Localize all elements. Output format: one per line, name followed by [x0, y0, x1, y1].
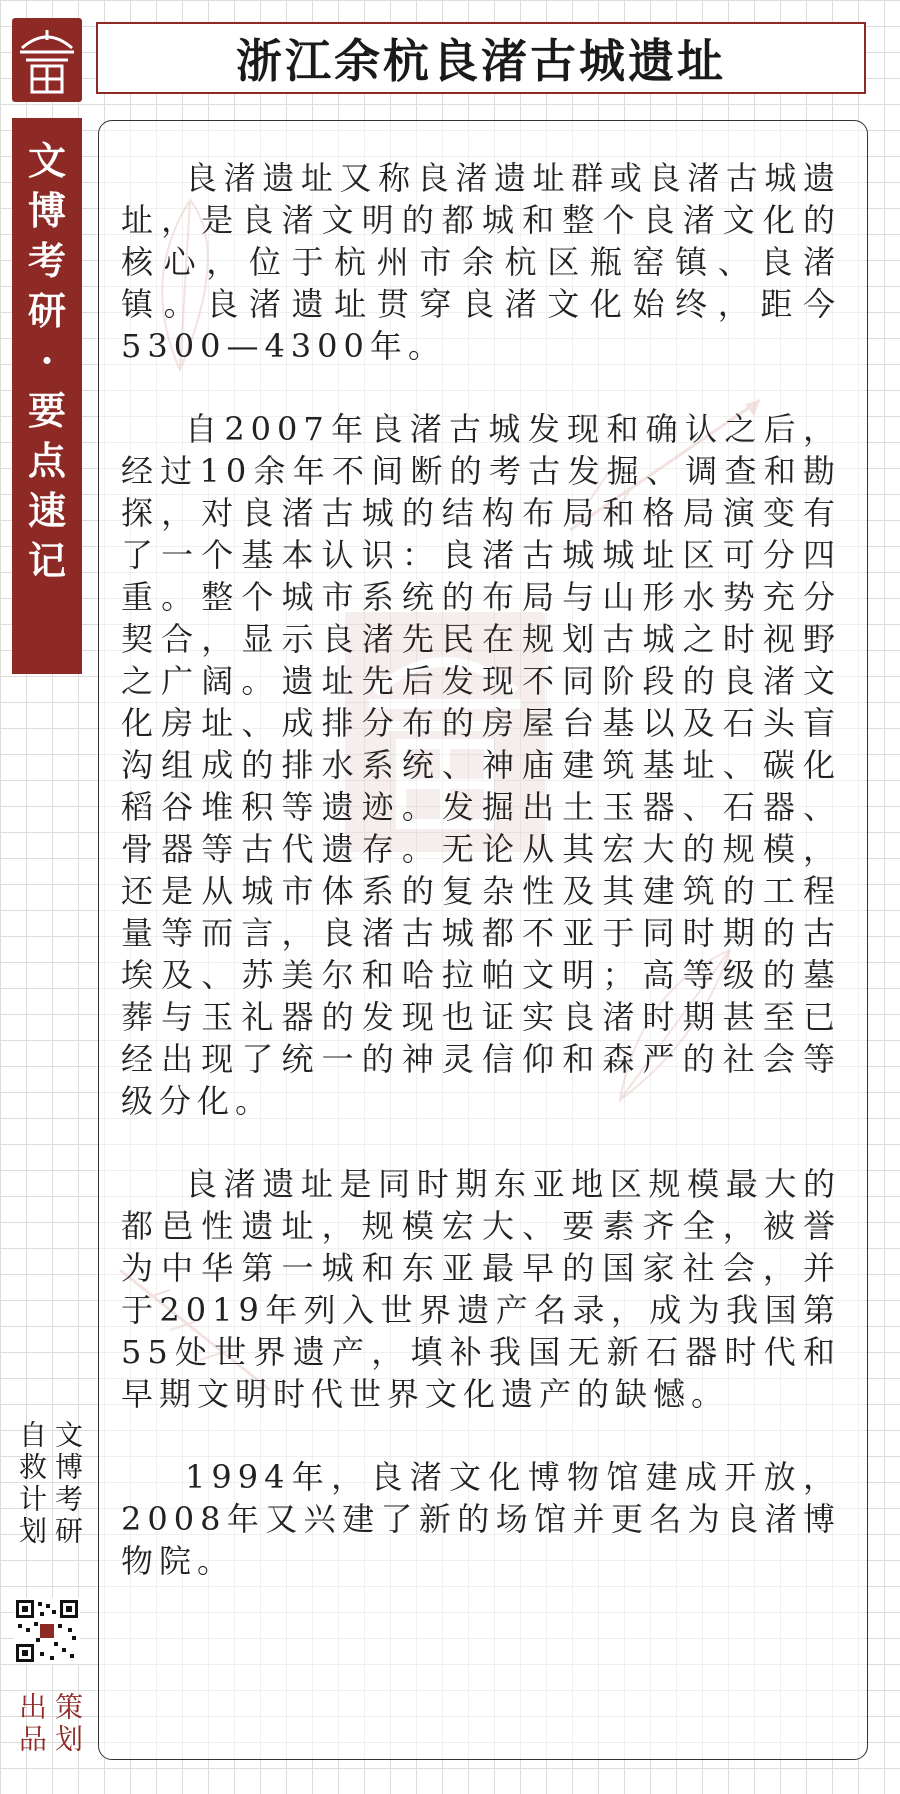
title-box — [96, 22, 866, 94]
page-title: 浙江余杭良渚古城遗址 — [236, 34, 726, 88]
paragraph: 良渚遗址是同时期东亚地区规模最大的都邑性遗址，规模宏大、要素齐全，被誉为中华第一城和东亚最早的国家社会，并于2019年列入世界遗产名录，成为我国第55处世界遗产，填补我国无新石器时代和早期文明时代世界文化遗产的缺憾。 — [121, 1165, 841, 1413]
planner-col-right: 策划 — [51, 1692, 84, 1756]
banner-char: 文 — [27, 138, 66, 183]
credits-col-right: 文博考研 — [51, 1420, 84, 1548]
paragraph: 自2007年良渚古城发现和确认之后，经过10余年不间断的考古发掘、调查和勘探，对良渚古城的结构布局和格局演变有了一个基本认识：良渚古城城址区可分四重。整个城市系统的布局与山形水势充分契合，显示良渚先民在规划古城之时视野之广阔。遗址先后发现不同阶段的良渚文化房址、成排分布的房屋台基以及石头盲沟组成的排水系统、神庙建筑基址、碳化稻谷堆积等遗迹。发掘出土玉器、石器、骨器等古代遗存。无论从其宏大的规模，还是从城市体系的复杂性及其建筑的工程量等而言，良渚古城都不亚于同时期的古埃及、苏美尔和哈拉帕文明；高等级的墓葬与玉礼器的发现也证实良渚时期甚至已经出现了统一的神灵信仰和森严的社会等级分化。 — [121, 410, 841, 1120]
qr-code-icon[interactable] — [14, 1598, 80, 1664]
article-body — [98, 120, 868, 1760]
planner — [14, 1692, 84, 1756]
banner-char: 要 — [27, 388, 66, 433]
banner-char: 速 — [27, 488, 66, 533]
banner-char: 研 — [27, 288, 66, 333]
banner-char: · — [40, 338, 54, 383]
banner-char: 考 — [27, 238, 66, 283]
banner-char: 点 — [27, 438, 66, 483]
banner-char: 记 — [27, 538, 66, 583]
paragraph: 良渚遗址又称良渚遗址群或良渚古城遗址，是良渚文明的都城和整个良渚文化的核心，位于杭州市余杭区瓶窑镇、良渚镇。良渚遗址贯穿良渚文化始终，距今5300—4300年。 — [121, 159, 841, 365]
credits — [14, 1420, 84, 1548]
side-banner — [12, 118, 82, 674]
pavilion-logo-icon — [12, 18, 82, 102]
planner-col-left: 出品 — [15, 1692, 48, 1756]
credits-col-left: 自救计划 — [15, 1420, 48, 1548]
paragraph: 1994年，良渚文化博物馆建成开放，2008年又兴建了新的场馆并更名为良渚博物院。 — [121, 1458, 841, 1580]
brand-logo — [12, 18, 82, 102]
banner-char: 博 — [27, 188, 66, 233]
